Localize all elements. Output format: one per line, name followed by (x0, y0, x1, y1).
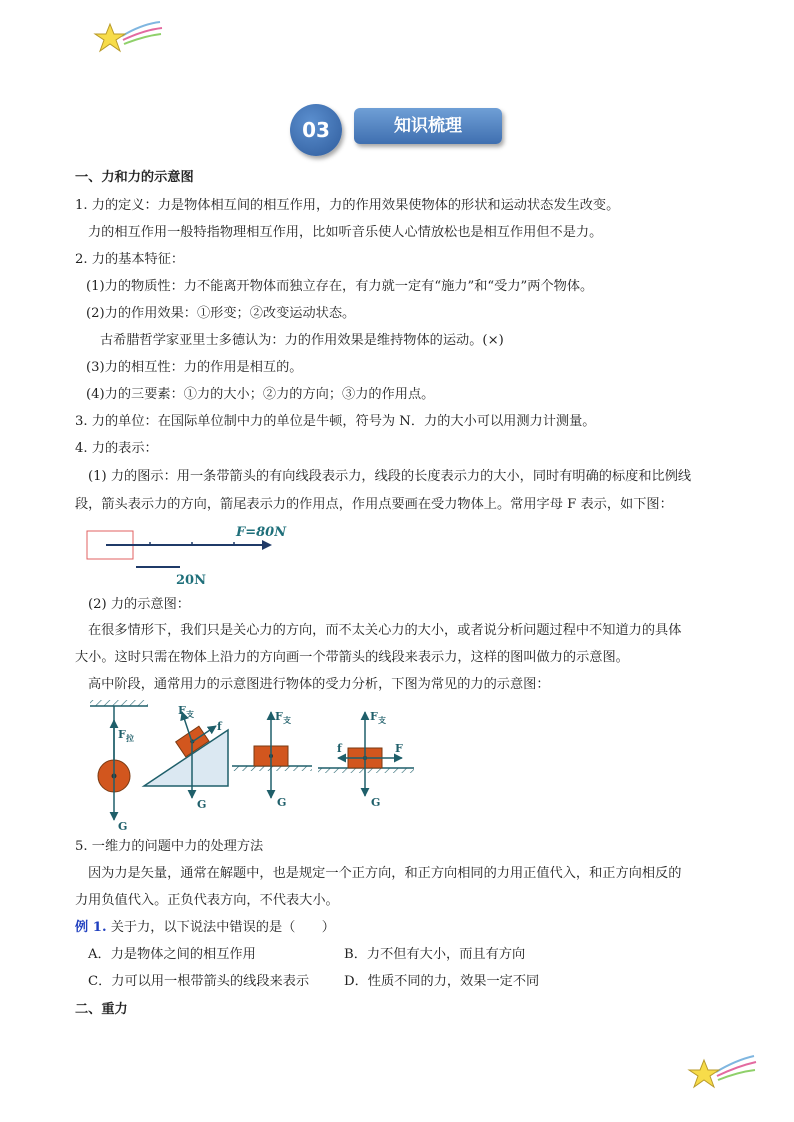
paragraph: 4. 力的表示： (75, 441, 158, 456)
svg-text:f: f (337, 742, 342, 755)
svg-text:F: F (370, 710, 378, 723)
example-question-text: 关于力，以下说法中错误的是（ ） (110, 920, 335, 935)
option-b: B．力不但有大小，而且有方向 (344, 947, 526, 962)
svg-text:支: 支 (378, 715, 386, 725)
paragraph: 5. 一维力的问题中力的处理方法 (75, 839, 264, 854)
section-title: 二、重力 (75, 1002, 128, 1017)
paragraph: (1)力的物质性：力不能离开物体而独立存在，有力就一定有“施力”和“受力”两个物体。 (86, 279, 594, 294)
paragraph: 因为力是矢量，通常在解题中，也是规定一个正方向，和正方向相同的力用正值代入，和正方向相反的 (88, 866, 682, 881)
force-label: F=80N (236, 525, 287, 540)
hanging-ball-diagram (90, 700, 148, 832)
svg-text:F: F (395, 742, 403, 755)
force-illustration (84, 518, 294, 588)
paragraph: (4)力的三要素：①力的大小；②力的方向；③力的作用点。 (86, 387, 435, 402)
paragraph: 3. 力的单位：在国际单位制中力的单位是牛顿，符号为 N．力的大小可以用测力计测量。 (75, 414, 596, 429)
badge-title: 知识梳理 (354, 108, 502, 144)
shooting-star-icon (92, 18, 164, 58)
svg-text:G: G (197, 798, 207, 811)
incline-diagram (144, 704, 228, 811)
scale-label: 20N (176, 573, 206, 588)
svg-text:F: F (275, 710, 283, 723)
paragraph: 大小。这时只需在物体上沿力的方向画一个带箭头的线段来表示力，这样的图叫做力的示意图。 (75, 650, 629, 665)
example-label: 例 1. (75, 920, 107, 935)
shooting-star-icon (686, 1050, 758, 1094)
arrow-head-icon (262, 540, 272, 550)
paragraph: (2)力的作用效果：①形变；②改变运动状态。 (86, 306, 356, 321)
paragraph: 在很多情形下，我们只是关心力的方向，而不太关心力的大小，或者说分析问题过程中不知道力的具体 (88, 623, 682, 638)
option-c: C．力可以用一根带箭头的线段来表示 (88, 974, 310, 989)
svg-text:G: G (118, 820, 128, 832)
paragraph: 2. 力的基本特征： (75, 252, 185, 267)
svg-text:支: 支 (186, 709, 194, 719)
free-body-diagrams (84, 700, 424, 832)
svg-text:F: F (178, 704, 186, 717)
paragraph: 高中阶段，通常用力的示意图进行物体的受力分析，下图为常见的力的示意图： (88, 677, 550, 692)
svg-text:G: G (371, 796, 381, 809)
svg-text:f: f (217, 720, 222, 733)
badge-number: 03 (290, 104, 342, 156)
block-friction-diagram (318, 710, 414, 809)
paragraph: (1) 力的图示：用一条带箭头的有向线段表示力，线段的长度表示力的大小，同时有明确的标度和比例线 (88, 469, 692, 484)
paragraph: (2) 力的示意图： (88, 597, 190, 612)
svg-text:支: 支 (283, 715, 291, 725)
paragraph: 段，箭头表示力的方向，箭尾表示力的作用点，作用点要画在受力物体上。常用字母 F 表示，如下图： (75, 497, 673, 512)
svg-text:拉: 拉 (126, 733, 134, 743)
paragraph: 力用负值代入。正负代表方向，不代表大小。 (75, 893, 339, 908)
section-badge (290, 104, 510, 156)
block-on-floor-diagram (232, 710, 312, 809)
example-question (75, 919, 335, 937)
option-d: D．性质不同的力，效果一定不同 (344, 974, 540, 989)
paragraph: 1. 力的定义：力是物体相互间的相互作用，力的作用效果使物体的形状和运动状态发生改变。 (75, 198, 620, 213)
option-a: A．力是物体之间的相互作用 (88, 947, 256, 962)
paragraph: 力的相互作用一般特指物理相互作用，比如听音乐使人心情放松也是相互作用但不是力。 (88, 225, 603, 240)
svg-text:F: F (118, 728, 126, 741)
paragraph: 古希腊哲学家亚里士多德认为：力的作用效果是维持物体的运动。(×) (100, 333, 504, 348)
paragraph: (3)力的相互性：力的作用是相互的。 (86, 360, 303, 375)
section-title: 一、力和力的示意图 (75, 170, 194, 185)
svg-text:G: G (277, 796, 287, 809)
